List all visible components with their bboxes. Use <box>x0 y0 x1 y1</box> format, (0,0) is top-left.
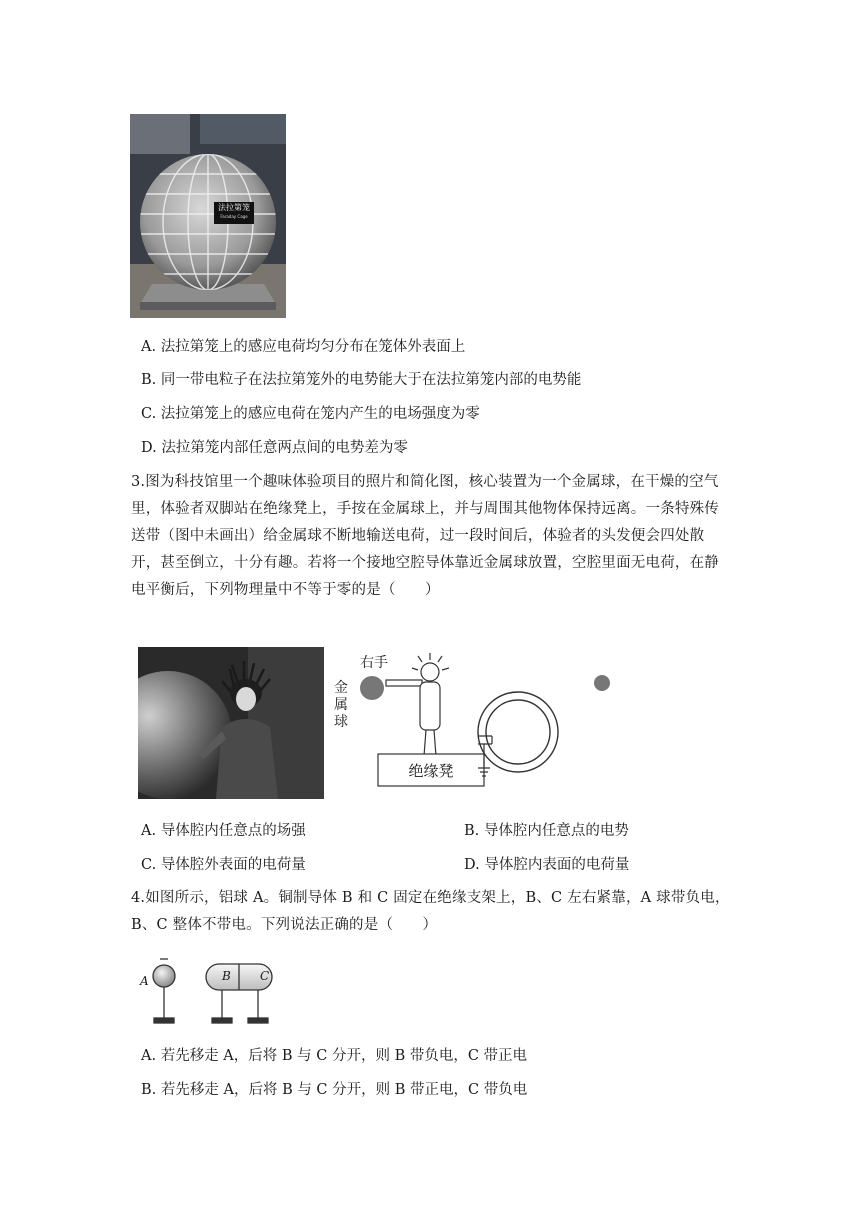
metal-ball-label: 金属球 <box>334 680 348 730</box>
q3-option-a: A. 导体腔内任意点的场强 <box>141 823 306 839</box>
cage-sign-subtext: Faraday Cage <box>220 214 248 219</box>
metal-ball-shape <box>360 676 384 700</box>
q3-option-c: C. 导体腔外表面的电荷量 <box>141 857 306 873</box>
cage-sign-text: 法拉第笼 <box>218 203 250 212</box>
q4-option-b: B. 若先移走 A，后将 B 与 C 分开，则 B 带正电，C 带负电 <box>141 1082 528 1098</box>
q2-option-c: C. 法拉第笼上的感应电荷在笼内产生的电场强度为零 <box>141 406 480 422</box>
q3-option-d: D. 导体腔内表面的电荷量 <box>464 857 630 873</box>
faraday-cage-illustration <box>130 114 286 318</box>
q3-photo <box>138 647 324 799</box>
conductor-c-label: C <box>260 969 270 983</box>
q4-stem: 4.如图所示，铝球 A。铜制导体 B 和 C 固定在绝缘支架上，B、C 左右紧靠，A 球带负电，B、C 整体不带电。下列说法正确的是（ ） <box>131 890 730 933</box>
q2-option-d: D. 法拉第笼内部任意两点间的电势差为零 <box>141 440 408 456</box>
q4-conductor-diagram <box>140 956 280 1028</box>
insulating-stool-label: 绝缘凳 <box>408 762 454 780</box>
q2-option-b: B. 同一带电粒子在法拉第笼外的电势能大于在法拉第笼内部的电势能 <box>141 372 582 388</box>
conductor-b-label: B <box>222 969 231 983</box>
ball-a-label: A <box>140 974 149 988</box>
q2-option-a: A. 法拉第笼上的感应电荷均匀分布在笼体外表面上 <box>141 339 466 355</box>
q3-stem: 3.图为科技馆里一个趣味体验项目的照片和简化图，核心装置为一个金属球，在干燥的空气里，体验者双脚站在绝缘凳上，手按在金属球上，并与周围其他物体保持远离。一条特殊传送带（图中未画出）给金属球不断地输送电荷，过一段时间后，体验者的头发便会四处散开，甚至倒立，十分有趣。若将一个接地空腔导体靠近金属球放置，空腔里面无电荷，在静电平衡后，下列物理量中不等于零的是（ ） <box>131 474 719 598</box>
right-hand-label: 右手 <box>360 655 388 671</box>
faraday-cage-photo <box>130 114 286 318</box>
q4-option-a: A. 若先移走 A，后将 B 与 C 分开，则 B 带负电，C 带正电 <box>141 1048 528 1064</box>
q3-option-b: B. 导体腔内任意点的电势 <box>464 823 629 839</box>
experimenter-photo-illustration <box>138 647 324 799</box>
